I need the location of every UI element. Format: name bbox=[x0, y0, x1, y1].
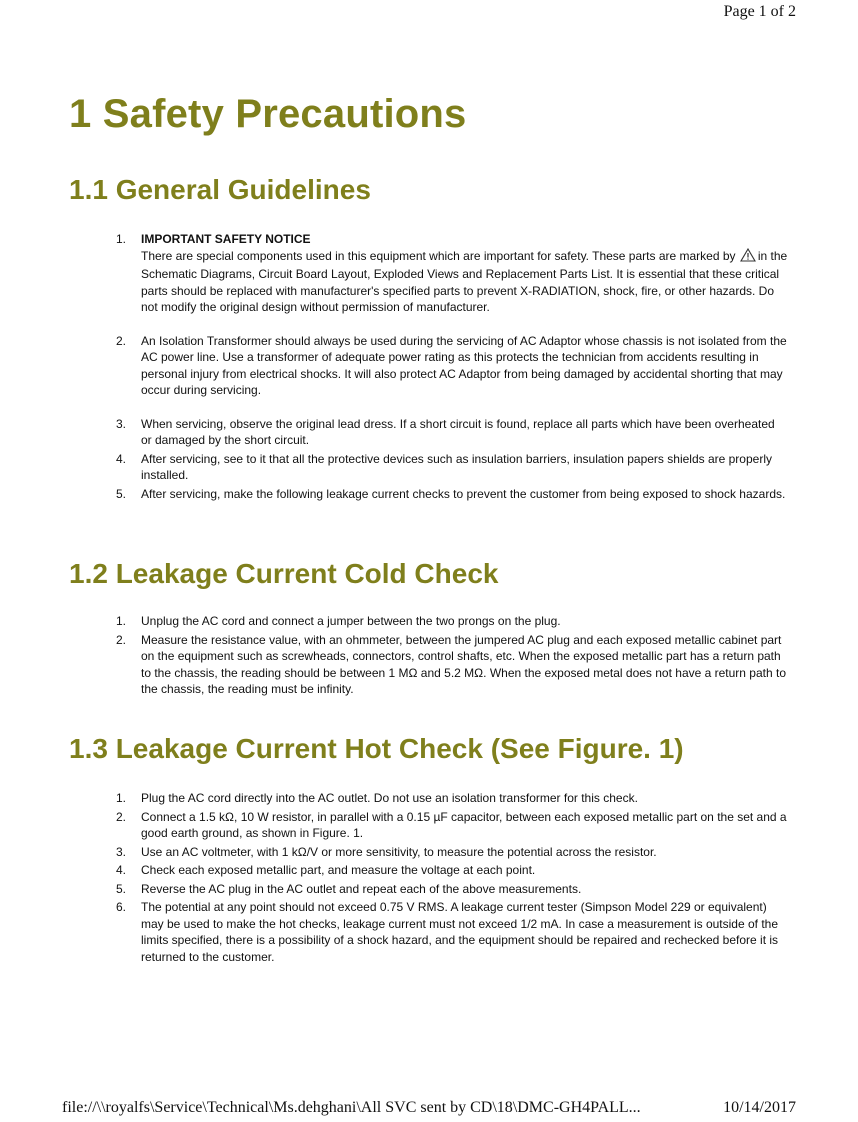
hot-check-list bbox=[0, 790, 858, 965]
item-number: 2. bbox=[116, 333, 127, 348]
item-number: 4. bbox=[116, 863, 127, 877]
item-number: 1. bbox=[116, 791, 127, 805]
list-item bbox=[0, 231, 858, 316]
item-text: After servicing, see to it that all the protective devices such as insulation barriers, insulation papers shields are properly installed. bbox=[141, 451, 772, 482]
list-item bbox=[0, 416, 858, 449]
warning-triangle-icon bbox=[740, 248, 756, 267]
safety-notice-title: IMPORTANT SAFETY NOTICE bbox=[141, 232, 311, 246]
cold-check-list bbox=[0, 613, 858, 698]
item-number: 3. bbox=[116, 844, 127, 859]
list-item bbox=[0, 451, 858, 484]
item-text: Plug the AC cord directly into the AC outlet. Do not use an isolation transformer for this check. bbox=[141, 791, 638, 805]
list-item bbox=[0, 881, 858, 898]
item-number: 1. bbox=[116, 614, 127, 628]
list-item bbox=[0, 613, 858, 630]
list-item bbox=[0, 486, 858, 503]
item-number: 3. bbox=[116, 416, 127, 431]
item-text: Reverse the AC plug in the AC outlet and repeat each of the above measurements. bbox=[141, 881, 582, 896]
section-heading-general-guidelines: 1.1 General Guidelines bbox=[69, 174, 371, 205]
item-text: Use an AC voltmeter, with 1 kΩ/V or more sensitivity, to measure the potential across the resistor. bbox=[141, 844, 657, 859]
list-item bbox=[0, 899, 858, 965]
item-text: Check each exposed metallic part, and measure the voltage at each point. bbox=[141, 863, 536, 877]
item-number: 6. bbox=[116, 900, 127, 914]
item-number: 4. bbox=[116, 451, 127, 466]
item-text: Connect a 1.5 kΩ, 10 W resistor, in parallel with a 0.15 µF capacitor, between each exposed metallic part on the set and a good earth ground, as shown in Figure. 1. bbox=[141, 809, 787, 840]
general-guidelines-list bbox=[0, 231, 858, 502]
item-text: After servicing, make the following leakage current checks to prevent the customer from being exposed to shock hazards. bbox=[141, 486, 786, 501]
item-number: 5. bbox=[116, 486, 127, 501]
page-number: Page 1 of 2 bbox=[723, 3, 796, 20]
item-number: 2. bbox=[116, 632, 127, 647]
item-text: Unplug the AC cord and connect a jumper between the two prongs on the plug. bbox=[141, 614, 561, 628]
item-text: The potential at any point should not exceed 0.75 V RMS. A leakage current tester (Simpson Model 229 or equivalent) may be used to make the hot checks, leakage current must not exceed 1/2 mA. In case a measurement is outside of the limits specified, there is a possibility of a shock hazard, and the equipment should be repaired and rechecked before it is returned to the customer. bbox=[141, 900, 779, 964]
list-item bbox=[0, 632, 858, 698]
document-title: 1 Safety Precautions bbox=[69, 92, 467, 136]
item-text: An Isolation Transformer should always be used during the servicing of AC Adaptor whose chassis is not isolated from the AC power line. Use a transformer of adequate power rating as this protects the technician from accidents resulting in personal injury from electrical shocks. It will also protect AC Adaptor from being damaged by accidental shorting that may occur during servicing. bbox=[141, 333, 787, 397]
list-item bbox=[0, 790, 858, 807]
list-item bbox=[0, 333, 858, 399]
item-number: 2. bbox=[116, 809, 127, 824]
file-path: file://\\royalfs\Service\Technical\Ms.dehghani\All SVC sent by CD\18\DMC-GH4PALL... bbox=[62, 1099, 641, 1116]
list-item bbox=[0, 862, 858, 879]
list-item bbox=[0, 809, 858, 842]
list-item bbox=[0, 844, 858, 861]
item-text: When servicing, observe the original lead dress. If a short circuit is found, replace all parts which have been overheated or damaged by the short circuit. bbox=[141, 416, 775, 447]
item-number: 1. bbox=[116, 232, 127, 246]
section-heading-cold-check: 1.2 Leakage Current Cold Check bbox=[69, 558, 499, 589]
item-text: Measure the resistance value, with an ohmmeter, between the jumpered AC plug and each exposed metallic cabinet part on the equipment such as screwheads, connectors, control shafts, etc. When the exposed metallic part has a return path to the chassis, the reading should be between 1 MΩ and 5.2 MΩ. When the exposed metal does not have a return path to the chassis, the reading must be infinity. bbox=[141, 632, 787, 696]
item-text: in the Schematic Diagrams, Circuit Board Layout, Exploded Views and Replacement Parts List. It is essential that these critical parts should be replaced with manufacturer's specified parts to prevent X-RADIATION, shock, fire, or other hazards. Do not modify the original design without permission of manufacturer. bbox=[141, 248, 788, 314]
item-number: 5. bbox=[116, 881, 127, 896]
print-date: 10/14/2017 bbox=[723, 1099, 796, 1116]
section-heading-hot-check: 1.3 Leakage Current Hot Check (See Figure. 1) bbox=[69, 733, 684, 764]
page-footer bbox=[62, 1099, 796, 1117]
item-text: There are special components used in this equipment which are important for safety. These parts are marked by bbox=[141, 248, 739, 263]
